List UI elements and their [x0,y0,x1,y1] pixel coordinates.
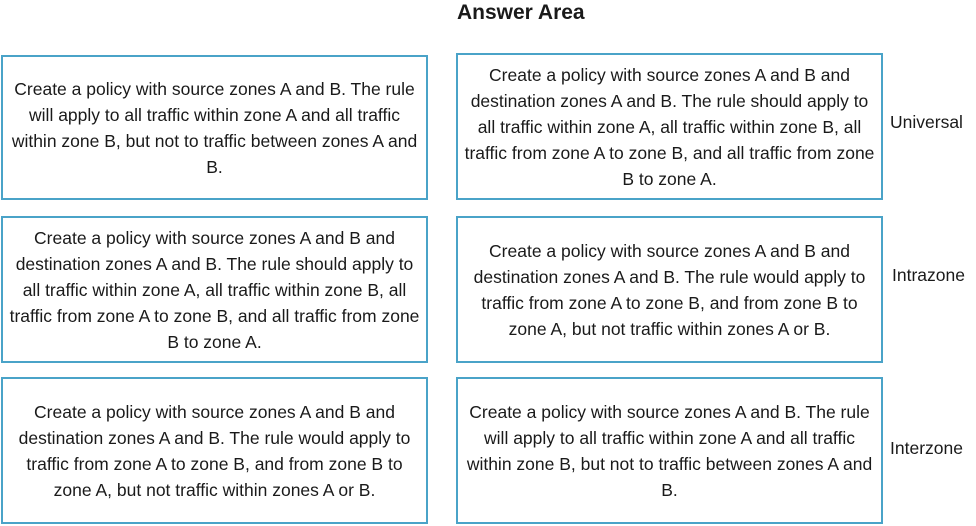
label-intrazone: Intrazone [892,265,965,285]
answer-slot-intrazone[interactable] [456,216,883,363]
answer-slot-text-intrazone: Create a policy with source zones A and B and destination zones A and B. The rule would apply to traffic from zone A to zone B, and from zone B to zone A, but not traffic within zones A or B. [473,240,866,339]
option-box-1[interactable] [1,55,428,200]
answer-area-title: Answer Area [457,1,585,24]
option-text-1: Create a policy with source zones A and B. The rule will apply to all traffic within zone A and all traffic within zone B, but not to traffic between zones A and B. [11,78,418,177]
option-box-2[interactable] [1,216,428,363]
option-box-3[interactable] [1,377,428,524]
label-universal: Universal [890,112,963,132]
answer-slot-text-interzone: Create a policy with source zones A and B. The rule will apply to all traffic within zone A and all traffic within zone B, but not to traffic between zones A and B. [466,401,873,500]
answer-slot-interzone[interactable] [456,377,883,524]
answer-slot-text-universal: Create a policy with source zones A and B and destination zones A and B. The rule should apply to all traffic within zone A, all traffic within zone B, all traffic from zone A to zone B, and all traffic from zone B to zone A. [464,64,875,189]
label-interzone: Interzone [890,438,963,458]
option-text-2: Create a policy with source zones A and B and destination zones A and B. The rule should apply to all traffic within zone A, all traffic within zone B, all traffic from zone A to zone B, and all traffic from zone B to zone A. [9,227,420,352]
option-text-3: Create a policy with source zones A and B and destination zones A and B. The rule would apply to traffic from zone A to zone B, and from zone B to zone A, but not traffic within zones A or B. [18,401,411,500]
answer-slot-universal[interactable] [456,53,883,200]
